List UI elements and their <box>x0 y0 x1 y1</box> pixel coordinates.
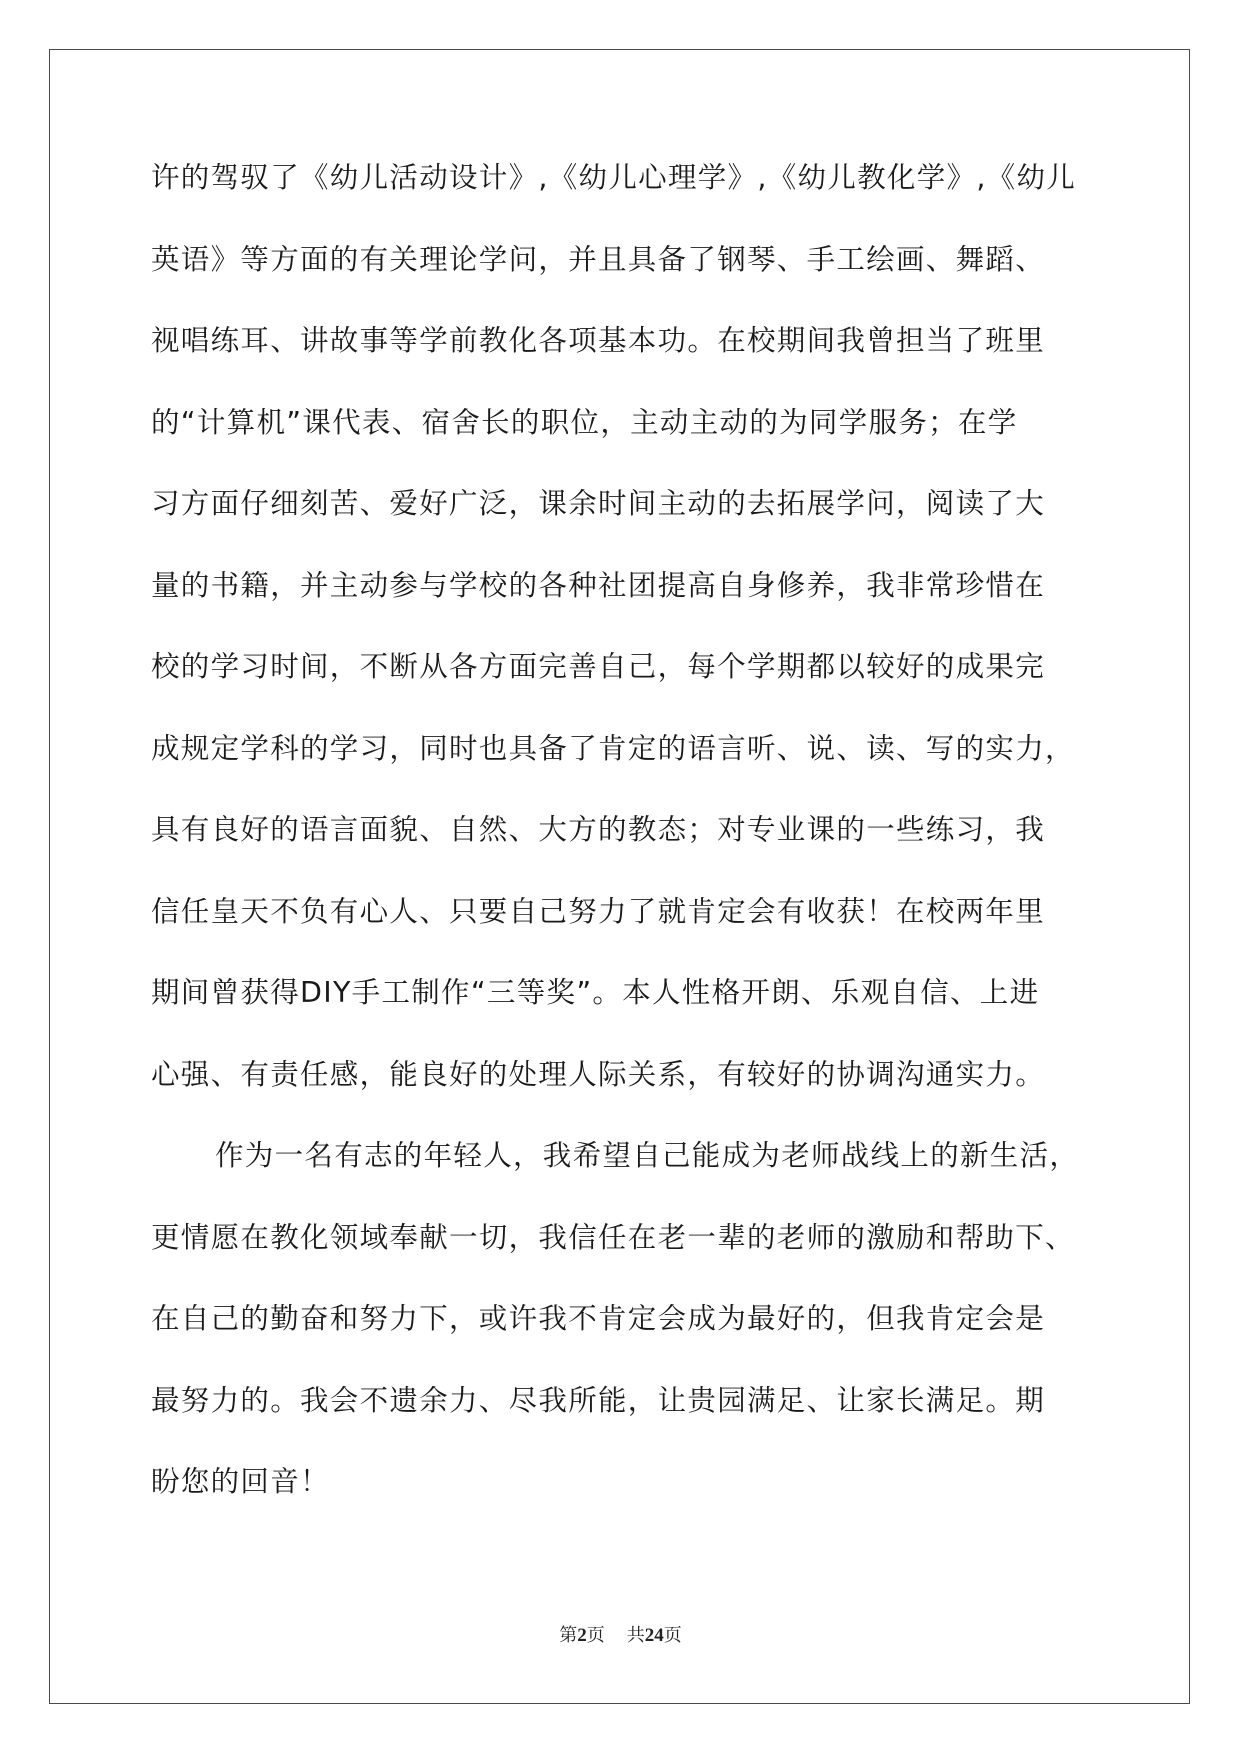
document-body <box>151 162 1095 1548</box>
paragraph-line: 英语》等方面的有关理论学问，并且具备了钢琴、手工绘画、舞蹈、 <box>151 242 1046 276</box>
total-page-count: 24 <box>644 1625 664 1646</box>
paragraph-line: 更情愿在教化领域奉献一切，我信任在老一辈的老师的激励和帮助下、 <box>151 1220 1075 1254</box>
page-suffix: 页 <box>586 1625 605 1646</box>
paragraph-line: 作为一名有志的年轻人，我希望自己能成为老师战线上的新生活， <box>215 1139 1080 1172</box>
paragraph-line: 信任皇天不负有心人、只要自己努力了就肯定会有收获！在校两年里 <box>151 894 1046 928</box>
paragraph-line: 视唱练耳、讲故事等学前教化各项基本功。在校期间我曾担当了班里 <box>151 324 1046 357</box>
page-number-footer <box>0 1621 1241 1647</box>
current-page-number: 2 <box>577 1625 587 1646</box>
total-suffix: 页 <box>663 1625 682 1646</box>
paragraph-line: 校的学习时间，不断从各方面完善自己，每个学期都以较好的成果完 <box>151 650 1046 683</box>
paragraph-line: 许的驾驭了《幼儿活动设计》,《幼儿心理学》,《幼儿教化学》,《幼儿 <box>151 161 1077 194</box>
paragraph-line: 最努力的。我会不遗余力、尽我所能，让贵园满足、让家长满足。期 <box>151 1383 1046 1417</box>
paragraph-line: 期间曾获得DIY手工制作“三等奖”。本人性格开朗、乐观自信、上进 <box>151 976 1040 1009</box>
total-prefix: 共 <box>626 1625 645 1646</box>
paragraph-line: 在自己的勤奋和努力下，或许我不肯定会成为最好的，但我肯定会是 <box>151 1302 1046 1335</box>
page-prefix: 第 <box>559 1625 578 1646</box>
paragraph-line: 的“计算机”课代表、宿舍长的职位，主动主动的为同学服务；在学 <box>151 405 1018 439</box>
paragraph-line: 心强、有责任感，能良好的处理人际关系，有较好的协调沟通实力。 <box>151 1057 1046 1091</box>
paragraph-line: 具有良好的语言面貌、自然、大方的教态；对专业课的一些练习，我 <box>151 813 1046 846</box>
paragraph-line: 盼您的回音！ <box>151 1465 330 1498</box>
paragraph-line: 量的书籍，并主动参与学校的各种社团提高自身修养，我非常珍惜在 <box>151 568 1046 602</box>
paragraph-line: 成规定学科的学习，同时也具备了肯定的语言听、说、读、写的实力， <box>151 731 1075 765</box>
paragraph-line: 习方面仔细刻苦、爱好广泛，课余时间主动的去拓展学问，阅读了大 <box>151 487 1046 520</box>
